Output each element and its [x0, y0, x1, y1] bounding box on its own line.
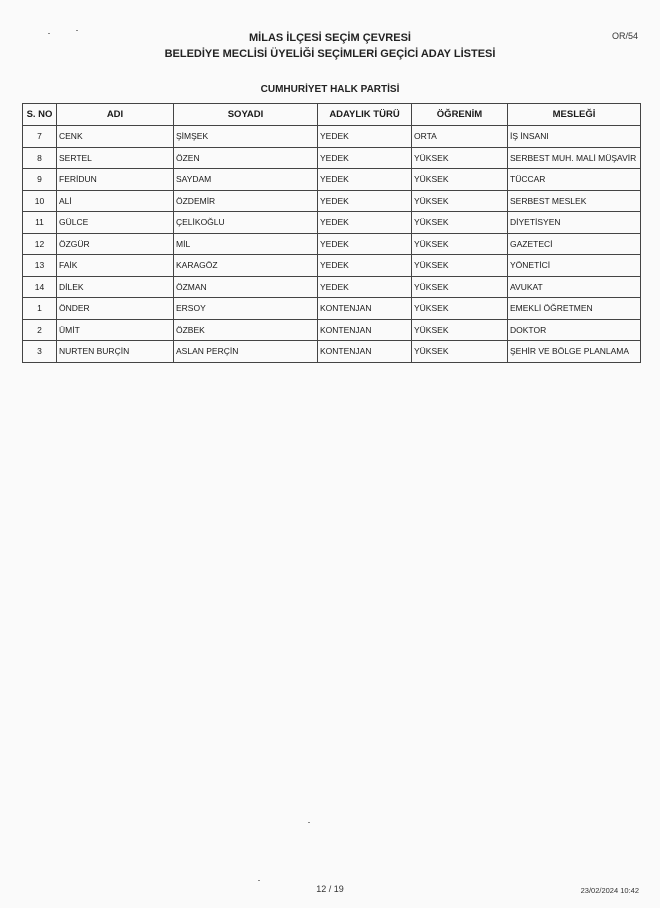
cell-profession: YÖNETİCİ — [508, 255, 641, 277]
cell-profession: SERBEST MUH. MALİ MÜŞAVİR — [508, 147, 641, 169]
party-name: CUMHURİYET HALK PARTİSİ — [260, 84, 400, 95]
cell-no: 13 — [23, 255, 57, 277]
print-timestamp: 23/02/2024 10:42 — [580, 886, 639, 895]
cell-education: YÜKSEK — [412, 319, 508, 341]
cell-last-name: KARAGÖZ — [174, 255, 318, 277]
column-header-last-name: SOYADI — [174, 104, 318, 126]
cell-first-name: ÖZGÜR — [57, 233, 174, 255]
cell-last-name: ASLAN PERÇİN — [174, 341, 318, 363]
cell-candidacy-type: YEDEK — [318, 169, 412, 191]
cell-candidacy-type: KONTENJAN — [318, 319, 412, 341]
table-row — [23, 126, 641, 148]
cell-candidacy-type: KONTENJAN — [318, 298, 412, 320]
column-header-education: ÖĞRENİM — [412, 104, 508, 126]
cell-last-name: ERSOY — [174, 298, 318, 320]
scan-speck — [308, 822, 310, 823]
cell-first-name: ÖNDER — [57, 298, 174, 320]
cell-first-name: SERTEL — [57, 147, 174, 169]
cell-candidacy-type: YEDEK — [318, 233, 412, 255]
cell-education: YÜKSEK — [412, 341, 508, 363]
cell-profession: DOKTOR — [508, 319, 641, 341]
cell-candidacy-type: YEDEK — [318, 126, 412, 148]
cell-profession: İŞ İNSANI — [508, 126, 641, 148]
table-row — [23, 276, 641, 298]
cell-first-name: NURTEN BURÇİN — [57, 341, 174, 363]
cell-last-name: ŞİMŞEK — [174, 126, 318, 148]
cell-candidacy-type: YEDEK — [318, 147, 412, 169]
cell-last-name: SAYDAM — [174, 169, 318, 191]
cell-profession: GAZETECİ — [508, 233, 641, 255]
cell-first-name: GÜLCE — [57, 212, 174, 234]
cell-first-name: CENK — [57, 126, 174, 148]
cell-no: 8 — [23, 147, 57, 169]
cell-education: YÜKSEK — [412, 276, 508, 298]
cell-profession: EMEKLİ ÖĞRETMEN — [508, 298, 641, 320]
column-header-no: S. NO — [23, 104, 57, 126]
cell-last-name: MİL — [174, 233, 318, 255]
cell-profession: SERBEST MESLEK — [508, 190, 641, 212]
page-number: 12 / 19 — [316, 884, 344, 894]
cell-candidacy-type: YEDEK — [318, 212, 412, 234]
cell-profession: DİYETİSYEN — [508, 212, 641, 234]
table-row — [23, 212, 641, 234]
cell-no: 3 — [23, 341, 57, 363]
scan-speck — [258, 880, 260, 881]
cell-first-name: FERİDUN — [57, 169, 174, 191]
cell-no: 2 — [23, 319, 57, 341]
cell-no: 1 — [23, 298, 57, 320]
cell-no: 10 — [23, 190, 57, 212]
cell-candidacy-type: YEDEK — [318, 276, 412, 298]
scan-speck — [76, 30, 78, 31]
cell-education: YÜKSEK — [412, 147, 508, 169]
cell-profession: TÜCCAR — [508, 169, 641, 191]
table-row — [23, 298, 641, 320]
cell-education: YÜKSEK — [412, 298, 508, 320]
table-row — [23, 255, 641, 277]
column-header-first-name: ADI — [57, 104, 174, 126]
cell-no: 9 — [23, 169, 57, 191]
cell-education: YÜKSEK — [412, 255, 508, 277]
column-header-candidacy-type: ADAYLIK TÜRÜ — [318, 104, 412, 126]
table-row — [23, 341, 641, 363]
table-row — [23, 169, 641, 191]
cell-first-name: ÜMİT — [57, 319, 174, 341]
cell-education: YÜKSEK — [412, 233, 508, 255]
cell-no: 12 — [23, 233, 57, 255]
cell-candidacy-type: YEDEK — [318, 190, 412, 212]
column-header-profession: MESLEĞİ — [508, 104, 641, 126]
document-subtitle: BELEDİYE MECLİSİ ÜYELİĞİ SEÇİMLERİ GEÇİCİ ADAY LİSTESİ — [164, 48, 496, 60]
table-row — [23, 319, 641, 341]
cell-profession: ŞEHİR VE BÖLGE PLANLAMA — [508, 341, 641, 363]
table-row — [23, 190, 641, 212]
cell-education: YÜKSEK — [412, 212, 508, 234]
cell-last-name: ÖZEN — [174, 147, 318, 169]
cell-last-name: ÖZMAN — [174, 276, 318, 298]
cell-last-name: ÇELİKOĞLU — [174, 212, 318, 234]
table-header-row — [23, 104, 641, 126]
document-code: OR/54 — [611, 31, 638, 41]
cell-candidacy-type: YEDEK — [318, 255, 412, 277]
cell-last-name: ÖZDEMİR — [174, 190, 318, 212]
cell-first-name: ALİ — [57, 190, 174, 212]
table-row — [23, 233, 641, 255]
cell-no: 7 — [23, 126, 57, 148]
candidate-table — [22, 103, 641, 363]
cell-education: YÜKSEK — [412, 169, 508, 191]
cell-no: 14 — [23, 276, 57, 298]
cell-first-name: FAİK — [57, 255, 174, 277]
cell-education: ORTA — [412, 126, 508, 148]
document-title: MİLAS İLÇESİ SEÇİM ÇEVRESİ — [249, 32, 411, 44]
cell-first-name: DİLEK — [57, 276, 174, 298]
table-row — [23, 147, 641, 169]
cell-last-name: ÖZBEK — [174, 319, 318, 341]
cell-profession: AVUKAT — [508, 276, 641, 298]
cell-candidacy-type: KONTENJAN — [318, 341, 412, 363]
cell-education: YÜKSEK — [412, 190, 508, 212]
cell-no: 11 — [23, 212, 57, 234]
